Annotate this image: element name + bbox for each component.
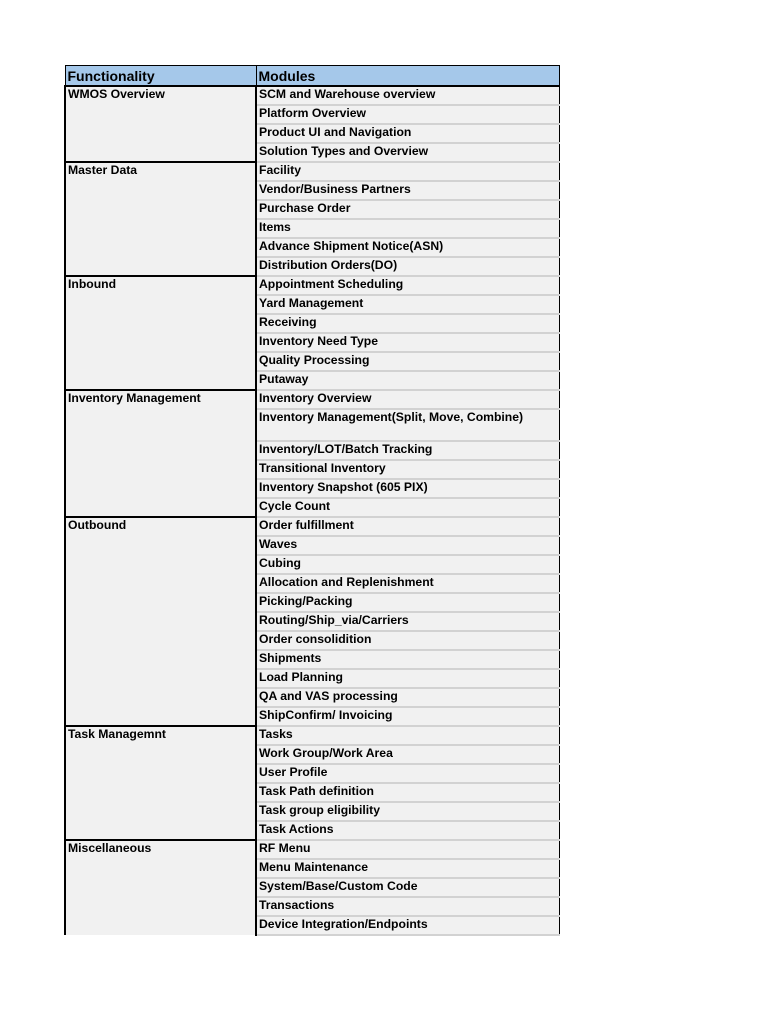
module-cell[interactable]: Distribution Orders(DO) — [256, 257, 559, 276]
module-cell[interactable]: Platform Overview — [256, 105, 559, 124]
module-cell[interactable]: RF Menu — [256, 840, 559, 859]
table-row — [65, 276, 559, 295]
module-cell[interactable]: Vendor/Business Partners — [256, 181, 559, 200]
module-cell[interactable]: Advance Shipment Notice(ASN) — [256, 238, 559, 257]
functionality-modules-table — [64, 65, 560, 936]
header-modules[interactable]: Modules — [256, 66, 559, 87]
spreadsheet-table — [64, 65, 558, 936]
module-cell[interactable]: Task Actions — [256, 821, 559, 840]
table-row — [65, 390, 559, 409]
module-cell[interactable]: ShipConfirm/ Invoicing — [256, 707, 559, 726]
module-cell[interactable]: Inventory Management(Split, Move, Combine) — [256, 409, 559, 441]
table-row — [65, 517, 559, 536]
header-functionality[interactable]: Functionality — [65, 66, 256, 87]
functionality-cell[interactable]: Inbound — [65, 276, 256, 390]
table-row — [65, 840, 559, 859]
module-cell[interactable]: Waves — [256, 536, 559, 555]
module-cell[interactable]: Cycle Count — [256, 498, 559, 517]
module-cell[interactable]: Shipments — [256, 650, 559, 669]
module-cell[interactable]: Picking/Packing — [256, 593, 559, 612]
module-cell[interactable]: Appointment Scheduling — [256, 276, 559, 295]
module-cell[interactable]: Load Planning — [256, 669, 559, 688]
module-cell[interactable]: Transitional Inventory — [256, 460, 559, 479]
functionality-cell[interactable]: Master Data — [65, 162, 256, 276]
table-row — [65, 162, 559, 181]
functionality-cell[interactable]: Miscellaneous — [65, 840, 256, 935]
module-cell[interactable]: QA and VAS processing — [256, 688, 559, 707]
functionality-cell[interactable]: Outbound — [65, 517, 256, 726]
functionality-cell[interactable]: Task Managemnt — [65, 726, 256, 840]
module-cell[interactable]: Inventory Snapshot (605 PIX) — [256, 479, 559, 498]
module-cell[interactable]: Solution Types and Overview — [256, 143, 559, 162]
module-cell[interactable]: System/Base/Custom Code — [256, 878, 559, 897]
module-cell[interactable]: Work Group/Work Area — [256, 745, 559, 764]
module-cell[interactable]: Routing/Ship_via/Carriers — [256, 612, 559, 631]
module-cell[interactable]: User Profile — [256, 764, 559, 783]
module-cell[interactable]: Putaway — [256, 371, 559, 390]
functionality-cell[interactable]: Inventory Management — [65, 390, 256, 517]
module-cell[interactable]: Purchase Order — [256, 200, 559, 219]
module-cell[interactable]: Allocation and Replenishment — [256, 574, 559, 593]
table-row — [65, 86, 559, 105]
table-row — [65, 726, 559, 745]
module-cell[interactable]: Yard Management — [256, 295, 559, 314]
module-cell[interactable]: Facility — [256, 162, 559, 181]
module-cell[interactable]: Order fulfillment — [256, 517, 559, 536]
module-cell[interactable]: Transactions — [256, 897, 559, 916]
module-cell[interactable]: Receiving — [256, 314, 559, 333]
module-cell[interactable]: Inventory/LOT/Batch Tracking — [256, 441, 559, 460]
module-cell[interactable]: Cubing — [256, 555, 559, 574]
header-row — [65, 66, 559, 87]
module-cell[interactable]: Inventory Overview — [256, 390, 559, 409]
module-cell[interactable]: Inventory Need Type — [256, 333, 559, 352]
module-cell[interactable]: Product UI and Navigation — [256, 124, 559, 143]
table-body — [65, 86, 559, 935]
module-cell[interactable]: Device Integration/Endpoints — [256, 916, 559, 935]
functionality-cell[interactable]: WMOS Overview — [65, 86, 256, 162]
module-cell[interactable]: SCM and Warehouse overview — [256, 86, 559, 105]
module-cell[interactable]: Quality Processing — [256, 352, 559, 371]
module-cell[interactable]: Menu Maintenance — [256, 859, 559, 878]
module-cell[interactable]: Task Path definition — [256, 783, 559, 802]
module-cell[interactable]: Items — [256, 219, 559, 238]
module-cell[interactable]: Order consolidition — [256, 631, 559, 650]
module-cell[interactable]: Tasks — [256, 726, 559, 745]
module-cell[interactable]: Task group eligibility — [256, 802, 559, 821]
